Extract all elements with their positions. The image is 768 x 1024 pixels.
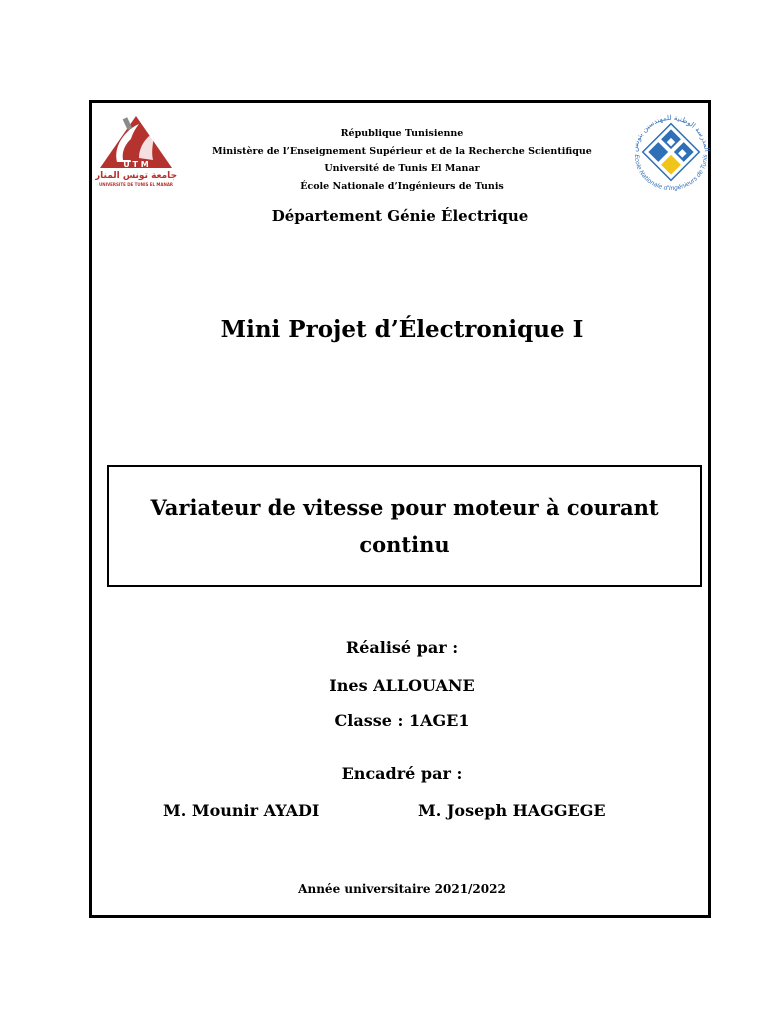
realise-par-label: Réalisé par : (345, 638, 459, 657)
project-subject: Variateur de vitesse pour moteur à courant continu (150, 495, 659, 557)
svg-text:Ecole Nationale d'Ingénieurs d: Ecole Nationale d'Ingénieurs de Tunis (632, 154, 710, 192)
svg-text:U T M: U T M (123, 160, 149, 169)
supervisor-1: M. Mounir AYADI (163, 801, 320, 820)
header-ministry: Ministère de l’Enseignement Supérieur et de la Recherche Scientifique (212, 145, 592, 157)
student-name: Ines ALLOUANE (329, 676, 475, 695)
utm-logo-icon (95, 110, 177, 192)
svg-text:UNIVERSITE DE TUNIS EL MANAR: UNIVERSITE DE TUNIS EL MANAR (98, 182, 174, 187)
header-university: Université de Tunis El Manar (324, 163, 480, 174)
encadre-par-label: Encadré par : (341, 764, 463, 783)
document-title: Mini Projet d’Électronique I (220, 316, 584, 343)
department-name: Département Génie Électrique (271, 207, 529, 225)
institution-header (200, 125, 604, 195)
svg-text:المدرسة الوطنية للمهندسين بتون: المدرسة الوطنية للمهندسين بتونس (630, 113, 711, 153)
header-school: École Nationale d’Ingénieurs de Tunis (300, 180, 504, 192)
subject-box (107, 465, 702, 587)
academic-year: Année universitaire 2021/2022 (298, 882, 506, 896)
student-class: Classe : 1AGE1 (334, 711, 470, 730)
supervisor-2: M. Joseph HAGGEGE (418, 801, 606, 820)
header-republic: République Tunisienne (340, 128, 464, 139)
svg-text:جامعة تونس المنار: جامعة تونس المنار (95, 171, 177, 181)
enit-logo-icon (627, 110, 715, 192)
